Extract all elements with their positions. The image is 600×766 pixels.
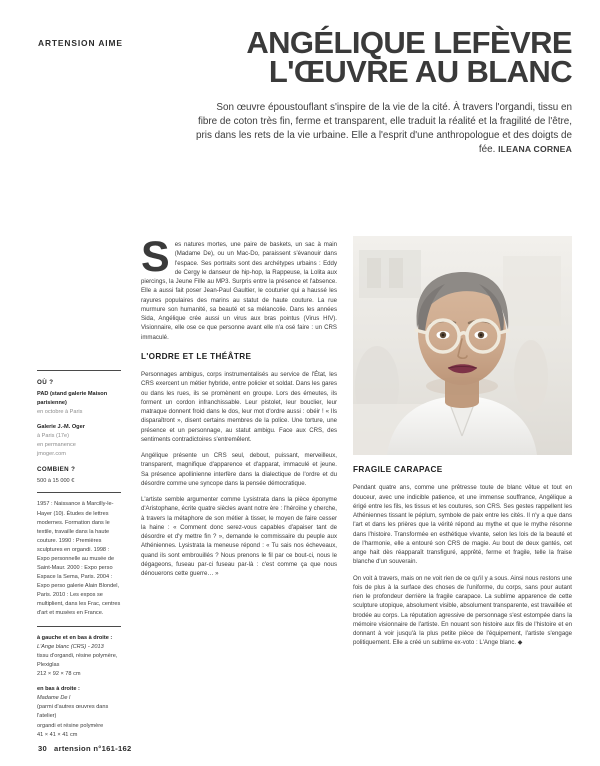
venue-2-detail: en permanence [37, 442, 76, 449]
venue-1-name: PAD (stand galerie Maison parisienne) [37, 391, 108, 407]
price-heading: COMBIEN ? [37, 466, 76, 474]
headline-line-2: L'ŒUVRE AU BLANC [268, 54, 572, 90]
section-heading-carapace: FRAGILE CARAPACE [353, 465, 443, 474]
artwork-caption-2 [37, 685, 121, 739]
article-paragraph-text: es natures mortes, une paire de baskets, un sac à main (Madame De), ou un Mac-Do, paraissent s'évanouir dans l'espace. Ses portraits sont des archétypes urbains : Eddy de Cergy le danseur de hip-hop, la Rappeuse, la Lolita aux piercings, la Jeune Fille au MP3. Surpris entre la présence et l'absence. Elle a aussi fait poser Jean-Paul Gaultier, le couturier qui a haussé les rayures populaires des marins au statut de haute couture. La rue murmure son humanité, sa beauté et sa mélancolie. Dans les années Sida, Angélique crée aussi un virus aux bras pointus (Virus HIV). Visionnaire, elle ose ce que personne avant elle n'a osé faire : un CRS immaculé. [141, 241, 337, 341]
section-heading-ordre: L'ORDRE ET LE THÉÂTRE [141, 351, 252, 361]
sidebar-info [37, 370, 121, 740]
venue-2-name: Galerie J.-M. Oger [37, 424, 85, 431]
venue-1-detail: en octobre à Paris [37, 409, 83, 416]
standfirst-text: Son œuvre époustouflant s'inspire de la vie de la cité. À travers l'organdi, tissu en fibre de coton très fin, ferme et transparent, elle traduit la réalité et la fragilité de l'être, pris dans les rets de la vie urbaine. Elle a l'esprit d'une anthropologue et des doigts de fée. [196, 102, 572, 156]
venue-1 [37, 390, 121, 417]
caption-1-title: L'Ange blanc (CRS) - 2013 [37, 644, 104, 651]
caption-2-title: Madame De l [37, 695, 71, 702]
venue-2-city: à Paris (17e) [37, 433, 70, 440]
caption-1-materials: tissu d'organdi, résine polymère, Plexiglas [37, 653, 118, 669]
article-paragraph: Pendant quatre ans, comme une prêtresse toute de blanc vêtue et tout en douceur, avec une indicible patience, et une immense souffrance, Angélique a érigé entre les fils, les tissus et les coutures, son CRS. Ses gestes rappellent les Athéniennes tissant le péplum, symbole de paix entre les cités. Il n'y a que dans l'art et dans les prières que la vérité répond au mythe et que le mythe résonne dans l'histoire. Transformée en esthétique vivante, selon les lois de la beauté et de l'harmonie, elle a entouré son CRS de magie. Au bout de deux gantés, cet ange hait dès réapparaît transfiguré, apprêté, ferme et fragile, telle la fraise blanche d'un souverain. [353, 484, 572, 566]
kicker: ARTENSION AIME [38, 38, 123, 48]
divider [37, 626, 121, 627]
headline-line-1: ANGÉLIQUE LEFÈVRE [246, 25, 572, 60]
caption-2-dimensions: 41 × 41 × 41 cm [37, 731, 78, 738]
issue-label: artension n°161-162 [54, 744, 132, 753]
page-number: 30 [38, 744, 48, 753]
artist-portrait-photo [353, 236, 572, 455]
venue-2-website[interactable]: jmoger.com [37, 451, 66, 458]
where-heading: OÙ ? [37, 379, 54, 386]
divider [37, 370, 121, 371]
page-title [186, 25, 572, 90]
divider [37, 492, 121, 493]
article-paragraph: Angélique présente un CRS seul, debout, puissant, merveilleux, transparent, magnifique d'apparence et d'apparat, immaculé et jeune. Sa présence apollinienne interfère dans la dialectique de l'ordre et du désordre comme une syncope dans la pensée démocratique. [141, 452, 337, 487]
author-byline: ILEANA CORNEA [498, 144, 572, 155]
article-paragraph [141, 233, 337, 342]
article-paragraph: On voit à travers, mais on ne voit rien de ce qu'il y a sous. Ainsi nous restons une fois de plus à la surface des choses de l'uniforme, du corps, sans pour autant rien le profondeur derrière la fragile carapace. La sublime apparence de cette sculpture utopique, absolument visible, absolument transparente, est travaillée et brodée au corps. La réputation agressive de personnage s'est estompée dans la mémoire visionnaire de l'artiste. En nouant son histoire aux fils de l'histoire et en donnant à voir jusqu'à la plus petite pièce de l'équipement, l'artiste s'engage politiquement. Elle a créé un sublime ex-voto : L'Ange blanc. ◆ [353, 574, 572, 647]
standfirst [196, 101, 572, 157]
drop-cap: S [141, 233, 170, 281]
article-paragraph: Personnages ambigus, corps instrumentalisés au service de l'État, les CRS exercent un métier hybride, entre policier et soldat. Dans les gares ou dans les rues, ils se promènent en groupe. Lors des émeutes, ils forment un cordon infranchissable. Leur pistolet, leur bouclier, leur matraque donnent froid dans le dos, leur mot d'ordre aussi : obéir ! « Ils disparaîtront », disent certains membres de la police. Une torture, une présence et un personnage, au statut ambigu. Face aux CRS, des sentiments contradictoires s'entremêlent. [141, 371, 337, 443]
page-footer [38, 744, 132, 753]
portrait-illustration [353, 236, 572, 455]
caption-1-dimensions: 212 × 92 × 78 cm [37, 671, 81, 678]
article-column-left [141, 233, 337, 585]
venue-2 [37, 423, 121, 459]
artwork-caption-1 [37, 634, 121, 679]
caption-2-materials: organdi et résine polymère [37, 722, 104, 729]
caption-1-heading: à gauche et en bas à droite : [37, 635, 113, 642]
price-value: 500 à 15 000 € [37, 478, 75, 485]
caption-2-note: (parmi d'autres œuvres dans l'atelier) [37, 704, 109, 720]
artist-biography: 1957 : Naissance à Marcilly-le-Hayer (10). Études de lettres modernes. Formation dans le textile, travaille dans la haute couture. 1990 : Premières sculptures en organdi. 1998 : Expo personnelle au musée de Saint-Maur. 2000 : Expo perso Espace la Sema, Paris. 2004 : Expo perso galerie Alain Blondel, Paris. 2010 : Les expos se multiplient, dans les Frac, centres d'art et musées en France. [37, 501, 121, 617]
caption-2-heading: en bas à droite : [37, 686, 80, 693]
article-paragraph: L'artiste semble argumenter comme Lysistrata dans la pièce éponyme d'Aristophane, écrite quatre siècles avant notre ère : l'héroïne y cherche, à travers la métaphore de son métier à tisser, le moyen de faire cesser la haine : « Comment donc serez-vous capables d'apaiser tant de désordre et d'y mettre fin ? », demande le commissaire du peuple aux Athéniennes. Lysistrata la meneuse répond : « Tu sais nos écheveaux, quand ils sont embrouillés ? Nous prenons le fil par ce bout-ci, nous le dégageons, fuseau par-ci fuseau par-là : c'est comme ça que nous dénouerons cette guerre… » [141, 496, 337, 578]
article-column-right [353, 464, 572, 655]
